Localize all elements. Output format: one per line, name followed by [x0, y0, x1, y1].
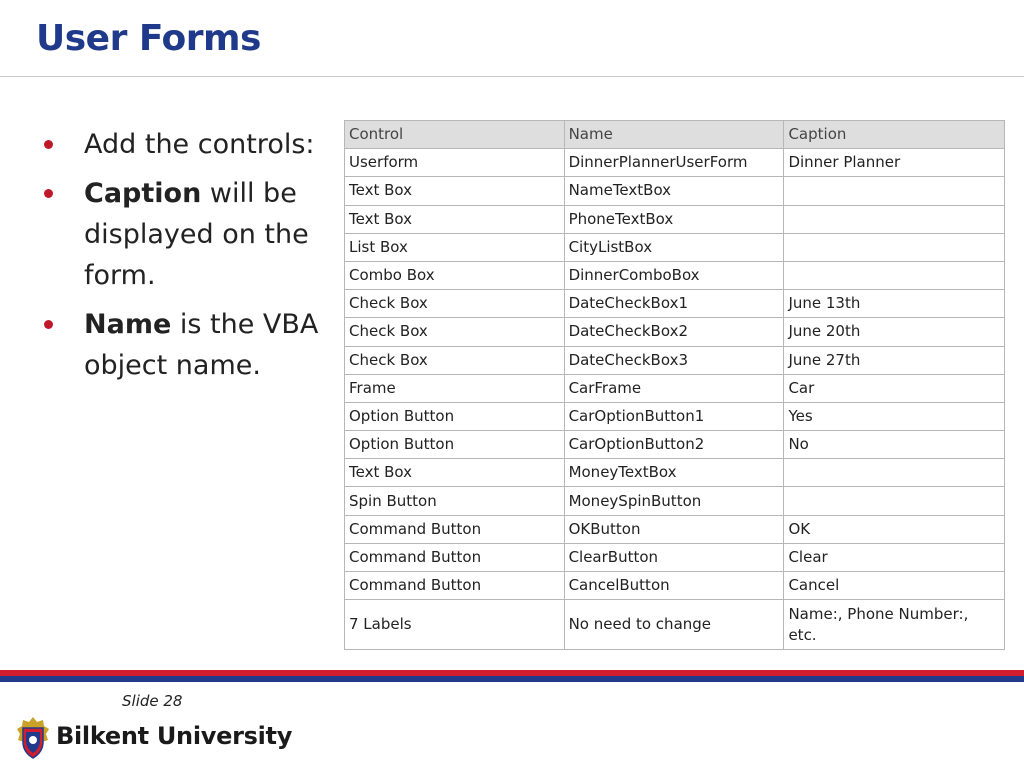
bullet-dot-icon: [44, 189, 53, 198]
cell-caption: OK: [784, 515, 1005, 543]
table-row: [345, 374, 1005, 402]
column-header-caption: Caption: [784, 121, 1005, 149]
table-row: [345, 600, 1005, 650]
cell-caption: [784, 205, 1005, 233]
table-row: [345, 290, 1005, 318]
cell-control: 7 Labels: [345, 600, 565, 650]
cell-control: Combo Box: [345, 261, 565, 289]
cell-name: NameTextBox: [564, 177, 784, 205]
table-row: [345, 149, 1005, 177]
bullet-item: [44, 304, 334, 386]
bullet-text: is the VBA object name.: [84, 309, 319, 381]
column-header-name: Name: [564, 121, 784, 149]
cell-name: DinnerPlannerUserForm: [564, 149, 784, 177]
cell-name: PhoneTextBox: [564, 205, 784, 233]
column-header-control: Control: [345, 121, 565, 149]
cell-name: MoneyTextBox: [564, 459, 784, 487]
table-row: [345, 177, 1005, 205]
table-row: [345, 431, 1005, 459]
cell-control: Option Button: [345, 431, 565, 459]
cell-control: Command Button: [345, 572, 565, 600]
slide-number: Slide 28: [122, 692, 183, 710]
cell-caption: [784, 459, 1005, 487]
cell-caption: [784, 261, 1005, 289]
cell-name: CarOptionButton1: [564, 402, 784, 430]
cell-name: ClearButton: [564, 543, 784, 571]
cell-name: No need to change: [564, 600, 784, 650]
cell-caption: [784, 487, 1005, 515]
cell-caption: June 13th: [784, 290, 1005, 318]
cell-name: DinnerComboBox: [564, 261, 784, 289]
cell-caption: June 20th: [784, 318, 1005, 346]
cell-name: DateCheckBox2: [564, 318, 784, 346]
bilkent-crest-icon: [16, 716, 50, 760]
cell-name: DateCheckBox1: [564, 290, 784, 318]
bullet-item: [44, 124, 334, 165]
cell-control: Option Button: [345, 402, 565, 430]
table-row: [345, 402, 1005, 430]
footer-blue-band: [0, 676, 1024, 682]
table-row: [345, 205, 1005, 233]
bullet-list: [44, 124, 334, 394]
cell-caption: No: [784, 431, 1005, 459]
bullet-text: will be displayed on the form.: [84, 178, 309, 291]
table-row: [345, 459, 1005, 487]
table-row: [345, 487, 1005, 515]
cell-name: DateCheckBox3: [564, 346, 784, 374]
cell-control: Command Button: [345, 515, 565, 543]
cell-control: List Box: [345, 233, 565, 261]
bullet-text: Add the controls:: [84, 129, 315, 160]
cell-name: OKButton: [564, 515, 784, 543]
bullet-dot-icon: [44, 140, 53, 149]
cell-caption: Cancel: [784, 572, 1005, 600]
table-row: [345, 346, 1005, 374]
cell-caption: Car: [784, 374, 1005, 402]
cell-control: Userform: [345, 149, 565, 177]
cell-control: Check Box: [345, 290, 565, 318]
cell-caption: Name:, Phone Number:, etc.: [784, 600, 1005, 650]
cell-caption: [784, 177, 1005, 205]
controls-table: [344, 120, 1005, 650]
cell-caption: [784, 233, 1005, 261]
cell-control: Command Button: [345, 543, 565, 571]
cell-control: Check Box: [345, 346, 565, 374]
cell-control: Spin Button: [345, 487, 565, 515]
cell-name: CancelButton: [564, 572, 784, 600]
cell-control: Text Box: [345, 177, 565, 205]
table-row: [345, 318, 1005, 346]
cell-caption: Dinner Planner: [784, 149, 1005, 177]
cell-name: CityListBox: [564, 233, 784, 261]
bullet-keyword: Caption: [84, 178, 202, 209]
table-row: [345, 261, 1005, 289]
bullet-item: [44, 173, 334, 296]
bullet-keyword: Name: [84, 309, 172, 340]
table-row: [345, 233, 1005, 261]
cell-caption: Yes: [784, 402, 1005, 430]
cell-name: CarOptionButton2: [564, 431, 784, 459]
cell-name: MoneySpinButton: [564, 487, 784, 515]
cell-caption: Clear: [784, 543, 1005, 571]
cell-name: CarFrame: [564, 374, 784, 402]
cell-control: Check Box: [345, 318, 565, 346]
bullet-dot-icon: [44, 320, 53, 329]
table-row: [345, 515, 1005, 543]
table-row: [345, 572, 1005, 600]
cell-control: Frame: [345, 374, 565, 402]
table-header-row: [345, 121, 1005, 149]
cell-caption: June 27th: [784, 346, 1005, 374]
title-divider: [0, 76, 1024, 77]
table-row: [345, 543, 1005, 571]
page-title: User Forms: [36, 18, 261, 59]
cell-control: Text Box: [345, 205, 565, 233]
institution-name: Bilkent University: [56, 722, 293, 750]
cell-control: Text Box: [345, 459, 565, 487]
